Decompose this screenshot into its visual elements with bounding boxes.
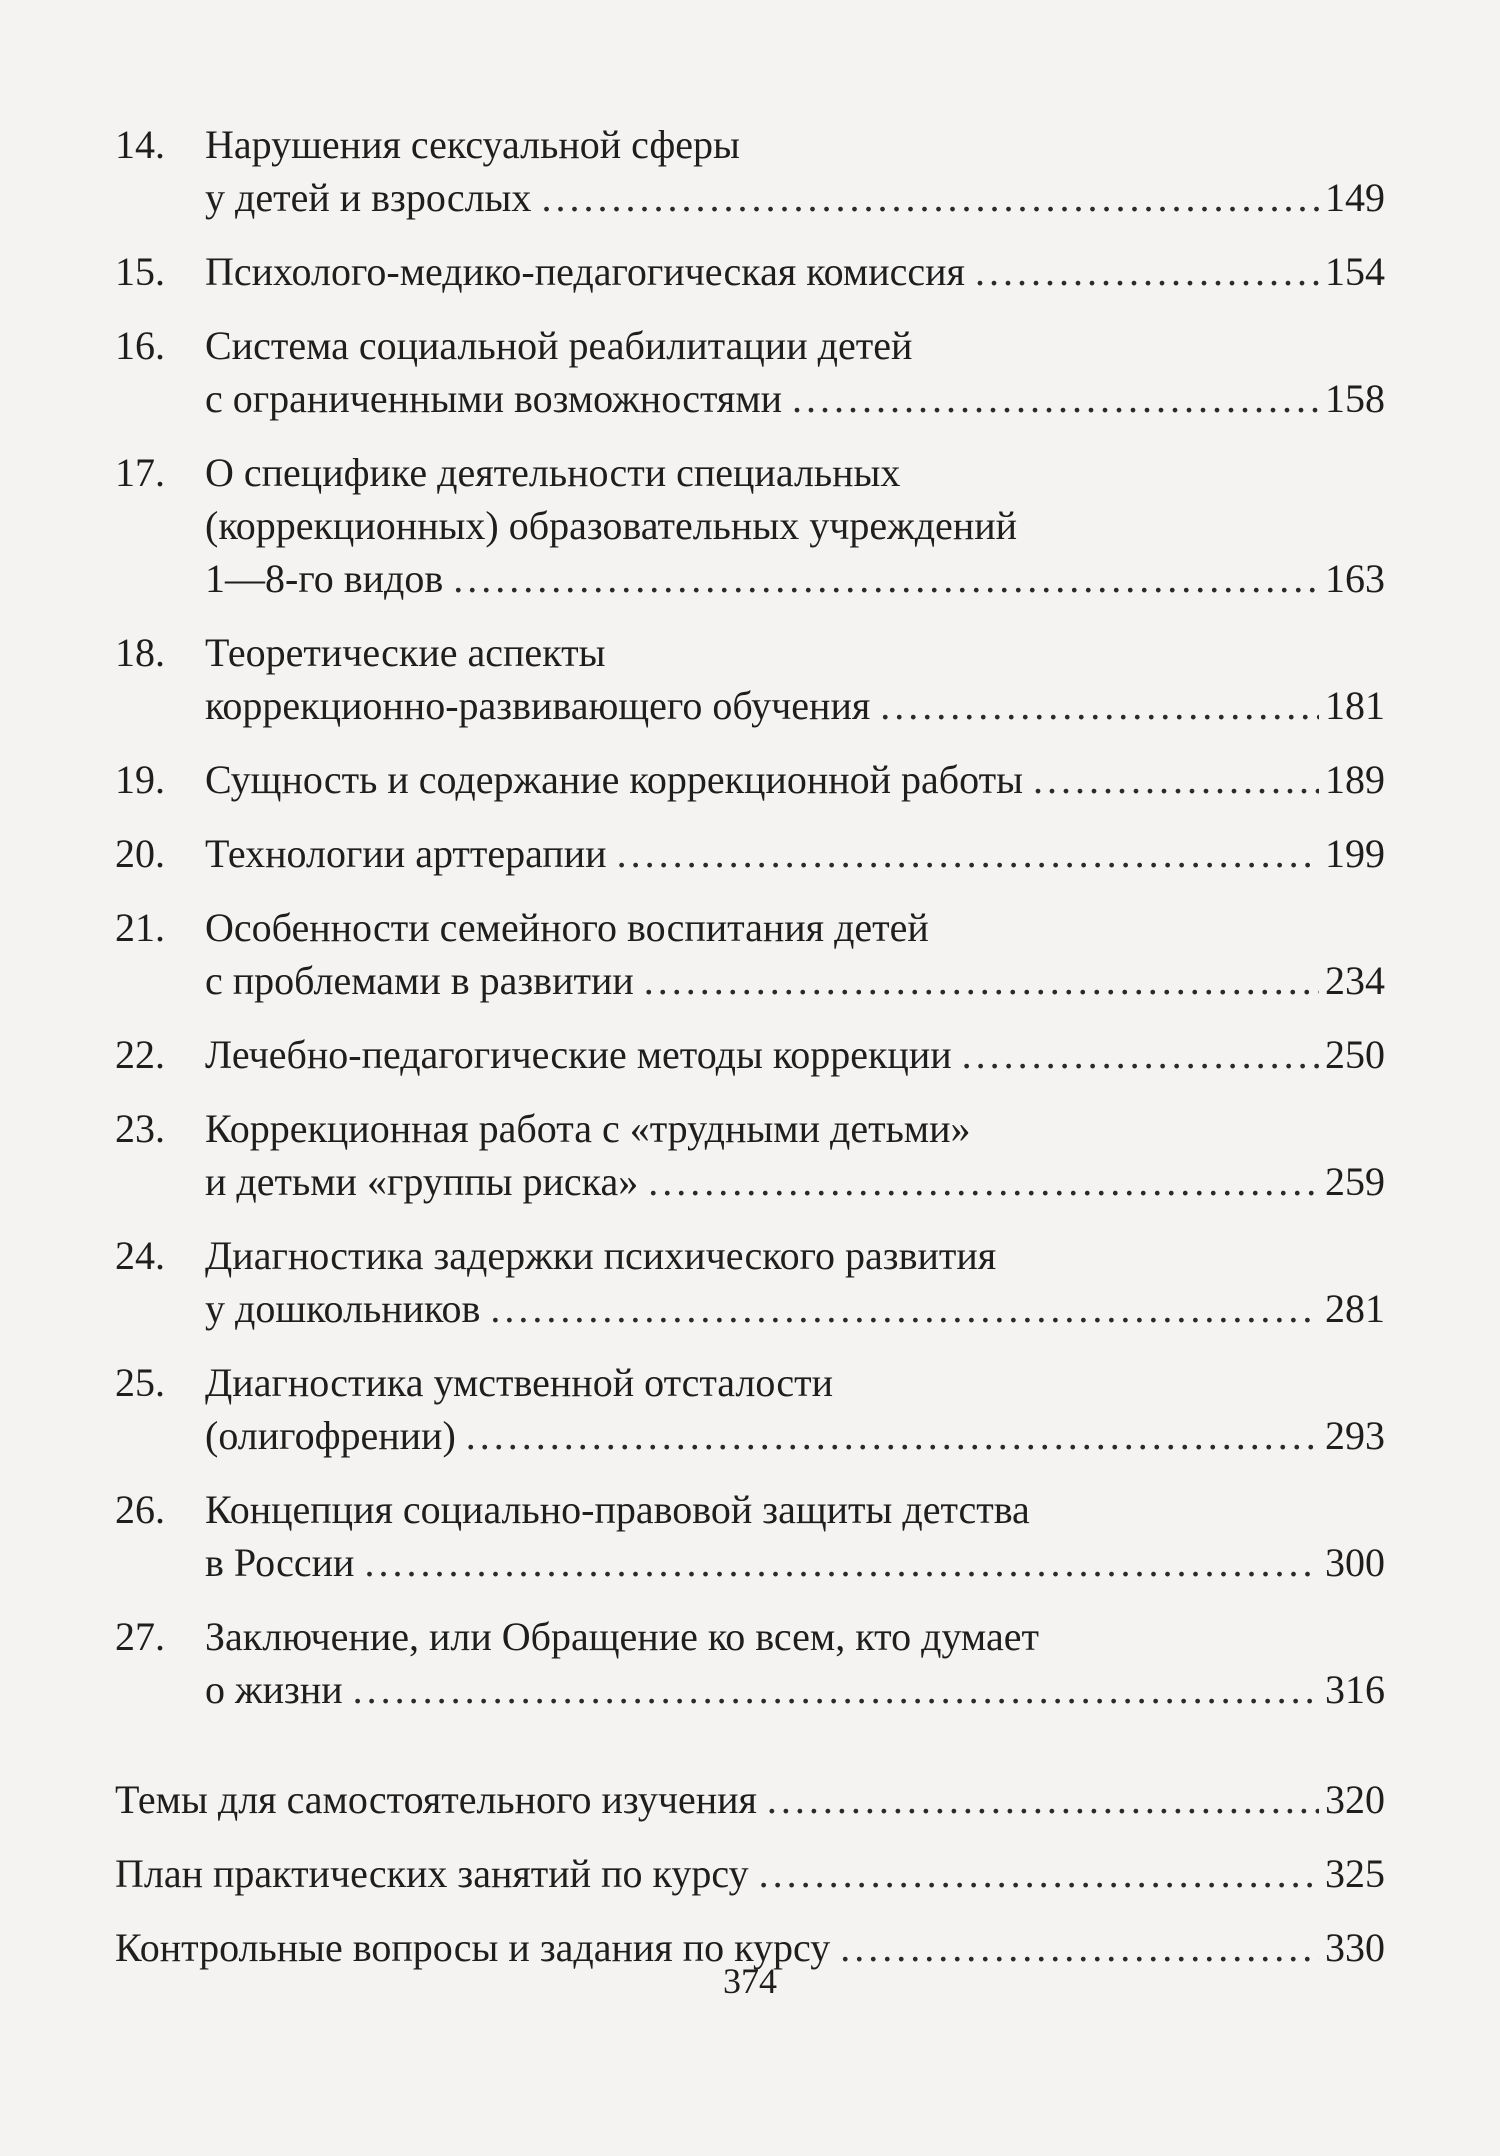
toc-entry-title: О специфике деятельности специальных (205, 450, 901, 495)
toc-entry-number: 25. (115, 1360, 165, 1405)
toc-entry-page: 199 (1325, 831, 1385, 876)
toc-entry-number: 26. (115, 1487, 165, 1532)
dot-leader (792, 372, 1319, 425)
dot-leader (364, 1536, 1319, 1589)
dot-leader (490, 1282, 1319, 1335)
toc-entry-title: Психолого-медико-педагогическая комиссия (205, 249, 965, 294)
dot-leader (648, 1155, 1319, 1208)
toc-entry-title: и детьми «группы риска» (205, 1159, 639, 1204)
toc-entry-title: Диагностика задержки психического развития (205, 1233, 997, 1278)
toc-entry-number: 19. (115, 757, 165, 802)
toc-extra-title: Темы для самостоятельного изучения (115, 1777, 757, 1822)
toc-entry (115, 1483, 1385, 1589)
toc-entry (115, 1356, 1385, 1462)
dot-leader (962, 1028, 1319, 1081)
toc-extra-title: Контрольные вопросы и задания по курсу (115, 1925, 831, 1970)
dot-leader (759, 1847, 1319, 1900)
toc-entry (115, 901, 1385, 1007)
toc-entry-page: 234 (1325, 958, 1385, 1003)
toc-extra-entry (115, 1847, 1385, 1900)
dot-leader (453, 552, 1319, 605)
dot-leader (767, 1773, 1319, 1826)
toc-entry-page: 163 (1325, 556, 1385, 601)
toc-entry-title: коррекционно-развивающего обучения (205, 683, 871, 728)
toc-entry-title: Особенности семейного воспитания детей (205, 905, 929, 950)
dot-leader (541, 171, 1319, 224)
dot-leader (644, 954, 1319, 1007)
toc-entry-page: 281 (1325, 1286, 1385, 1331)
toc-entry (115, 1102, 1385, 1208)
toc-entry-number: 24. (115, 1233, 165, 1278)
toc-entry-title: Нарушения сексуальной сферы (205, 122, 740, 167)
toc-entry-title: в России (205, 1540, 355, 1585)
toc-entry (115, 245, 1385, 298)
dot-leader (880, 679, 1319, 732)
toc-entry-title: Сущность и содержание коррекционной работы (205, 757, 1023, 802)
toc-entry-number: 14. (115, 122, 165, 167)
toc-entry (115, 319, 1385, 425)
toc-entry (115, 827, 1385, 880)
toc-entry (115, 446, 1385, 605)
toc-entry-page: 316 (1325, 1667, 1385, 1712)
toc-entry-title: Концепция социально-правовой защиты детства (205, 1487, 1030, 1532)
toc-entry-number: 21. (115, 905, 165, 950)
table-of-contents (115, 118, 1385, 1995)
toc-entry-number: 27. (115, 1614, 165, 1659)
toc-entry-title: с проблемами в развитии (205, 958, 634, 1003)
toc-extra-entry (115, 1773, 1385, 1826)
toc-entry-title: Диагностика умственной отсталости (205, 1360, 833, 1405)
toc-entry-number: 16. (115, 323, 165, 368)
toc-entry-title: Технологии арттерапии (205, 831, 607, 876)
toc-entry-number: 15. (115, 249, 165, 294)
toc-entry (115, 1229, 1385, 1335)
toc-entry-title: 1—8-го видов (205, 556, 444, 601)
page-number: 374 (723, 1961, 777, 2001)
toc-entry-page: 293 (1325, 1413, 1385, 1458)
toc-extra-page: 330 (1325, 1925, 1385, 1970)
toc-entry-title: у детей и взрослых (205, 175, 532, 220)
toc-entry-number: 22. (115, 1032, 165, 1077)
toc-entry-number: 23. (115, 1106, 165, 1151)
section-gap (115, 1737, 1385, 1773)
toc-entry (115, 753, 1385, 806)
toc-entry-page: 300 (1325, 1540, 1385, 1585)
toc-entry-title: (олигофрении) (205, 1413, 456, 1458)
toc-entry-title: (коррекционных) образовательных учреждений (205, 503, 1018, 548)
toc-entry (115, 626, 1385, 732)
toc-entry-title: у дошкольников (205, 1286, 481, 1331)
toc-entry-number: 18. (115, 630, 165, 675)
toc-entry-title: Лечебно-педагогические методы коррекции (205, 1032, 952, 1077)
dot-leader (466, 1409, 1319, 1462)
toc-entry-title: с ограниченными возможностями (205, 376, 783, 421)
toc-extra-title: План практических занятий по курсу (115, 1851, 749, 1896)
toc-entry-title: о жизни (205, 1667, 343, 1712)
toc-entry-page: 259 (1325, 1159, 1385, 1204)
toc-entry-number: 17. (115, 450, 165, 495)
toc-entry-page: 189 (1325, 757, 1385, 802)
dot-leader (353, 1663, 1319, 1716)
toc-entry-page: 250 (1325, 1032, 1385, 1077)
toc-entry (115, 1610, 1385, 1716)
toc-entry-page: 158 (1325, 376, 1385, 421)
toc-entry (115, 1028, 1385, 1081)
toc-extra-page: 320 (1325, 1777, 1385, 1822)
dot-leader (975, 245, 1319, 298)
dot-leader (1033, 753, 1319, 806)
toc-entry-title: Теоретические аспекты (205, 630, 606, 675)
toc-entry (115, 118, 1385, 224)
toc-entry-title: Заключение, или Обращение ко всем, кто думает (205, 1614, 1039, 1659)
toc-entry-number: 20. (115, 831, 165, 876)
toc-entry-page: 149 (1325, 175, 1385, 220)
toc-entry-page: 181 (1325, 683, 1385, 728)
toc-entry-title: Система социальной реабилитации детей (205, 323, 913, 368)
dot-leader (617, 827, 1319, 880)
toc-entry-title: Коррекционная работа с «трудными детьми» (205, 1106, 971, 1151)
toc-entry-page: 154 (1325, 249, 1385, 294)
toc-extra-page: 325 (1325, 1851, 1385, 1896)
